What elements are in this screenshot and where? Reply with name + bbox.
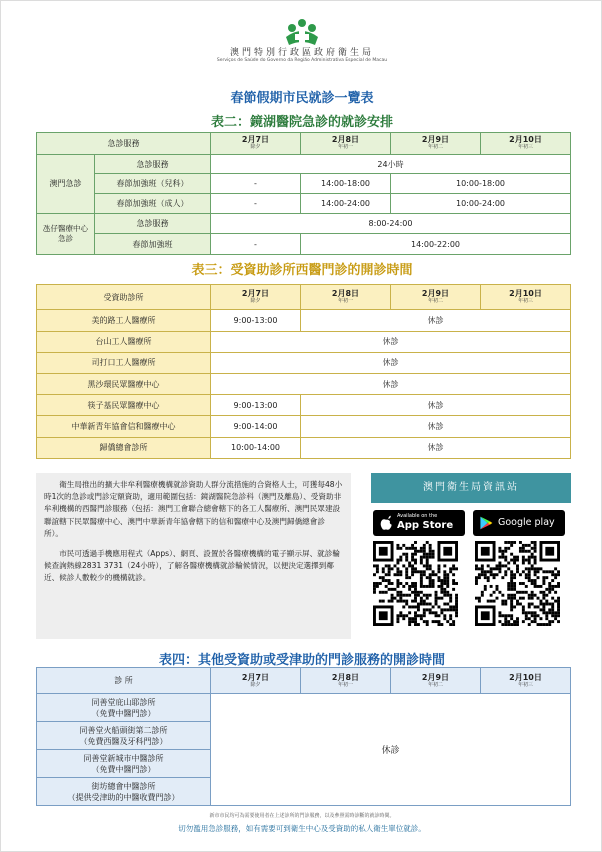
table-row xyxy=(37,416,571,437)
health-bureau-logo-icon xyxy=(283,15,321,49)
clinic-name: 同善堂火船頭街第二診所 （免費西醫及牙科門診） xyxy=(37,722,211,750)
qr-code-ios-icon[interactable] xyxy=(373,541,458,626)
table-row xyxy=(37,373,571,394)
table-row xyxy=(37,437,571,458)
cell-value: 14:00-24:00 xyxy=(301,193,391,213)
clinic-name: 同善堂新城市中醫診所 （免費中醫門診） xyxy=(37,750,211,778)
macau-emergency-label: 澳門急診 xyxy=(37,154,95,213)
cell-value: 14:00-18:00 xyxy=(301,174,391,194)
org-name-pt: Serviços de Saúde do Governo da Região Administrativa Especial de Macau xyxy=(216,58,388,63)
row-label: 急診服務 xyxy=(95,154,211,174)
table4-title: 表四：其他受資助或受津助的門診服務的開診時間 xyxy=(158,653,445,668)
date-col-4: 2月10日 年初三 xyxy=(481,668,571,694)
clinic-name: 司打口工人醫療所 xyxy=(37,352,211,373)
table-row xyxy=(37,310,571,331)
table3-subsidized-clinics xyxy=(36,284,571,459)
table2-title: 表二：鏡湖醫院急診的就診安排 xyxy=(210,115,393,130)
cell-value: 休診 xyxy=(211,331,571,352)
cell-value: 休診 xyxy=(211,694,571,806)
row-label: 春節加強班（成人） xyxy=(95,193,211,213)
table4-other-clinics xyxy=(36,667,571,806)
clinic-name: 黑沙環民眾醫療中心 xyxy=(37,373,211,394)
date-col-3: 2月9日 年初二 xyxy=(391,285,481,310)
cell-value: 休診 xyxy=(211,373,571,394)
app-store-small-label: Available on the xyxy=(397,513,438,519)
footer-note-small: 新市市民均可為需要使用者在上述診所的門診服務，以及參照需時診斷的就診時間。 xyxy=(209,813,395,819)
table-row xyxy=(37,395,571,416)
footer-note: 切勿濫用急診服務，如有需要可到衛生中心及受資助的私人衛生單位就診。 xyxy=(178,824,426,833)
org-name-zh: 澳門特別行政區政府衛生局 xyxy=(229,48,374,58)
date-col-3: 2月9日 年初二 xyxy=(391,668,481,694)
cell-value: - xyxy=(211,234,301,255)
app-store-label: App Store xyxy=(397,520,454,531)
table-row xyxy=(37,331,571,352)
date-col-1: 2月7日 除夕 xyxy=(211,668,301,694)
date-col-2: 2月8日 年初一 xyxy=(301,133,391,155)
coloane-emergency-label: 氹仔醫療中心 急診 xyxy=(37,213,95,254)
clinic-name: 台山工人醫療所 xyxy=(37,331,211,352)
cell-value: 休診 xyxy=(301,416,571,437)
row-label: 急診服務 xyxy=(95,213,211,234)
table2-emergency xyxy=(36,132,571,255)
clinic-name: 同善堂庇山耶診所 （免費中醫門診） xyxy=(37,694,211,722)
info-paragraph-1: 衛生局推出的擴大非牟利醫療機構就診資助人群分流措施的合資格人士，可獲每48小時1次的急診或門診定額資助，適用範圍包括：鏡湖醫院急診科（澳門及離島）、受資助非牟利機構的西醫門診服務（包括：澳門工會聯合總會轄下的各工人醫療所、澳門民眾建設聯誼轄下民眾醫療中心、澳門中華新青年協會轄下的信和醫療中心及澳門歸僑總會診所）。 xyxy=(44,480,343,538)
table-row xyxy=(37,694,571,722)
cell-value: 10:00-24:00 xyxy=(391,193,571,213)
table2-header-label: 急診服務 xyxy=(37,133,211,155)
cell-value: 10:00-14:00 xyxy=(211,437,301,458)
cell-value: 9:00-13:00 xyxy=(211,310,301,331)
table4-header-label: 診 所 xyxy=(37,668,211,694)
cell-value: 休診 xyxy=(211,352,571,373)
info-station-banner: 澳門衛生局資訊站 xyxy=(371,473,571,503)
google-play-icon xyxy=(478,514,494,532)
cell-value: - xyxy=(211,193,301,213)
cell-value: 休診 xyxy=(301,310,571,331)
qr-code-android-icon[interactable] xyxy=(475,541,560,626)
table-row xyxy=(37,352,571,373)
cell-value: 9:00-14:00 xyxy=(211,416,301,437)
cell-value: 10:00-18:00 xyxy=(391,174,571,194)
clinic-name: 美的路工人醫療所 xyxy=(37,310,211,331)
google-play-button[interactable] xyxy=(473,510,565,536)
date-col-1: 2月7日 除夕 xyxy=(211,133,301,155)
clinic-name: 中華新青年協會信和醫療中心 xyxy=(37,416,211,437)
row-label: 春節加強班 xyxy=(95,234,211,255)
google-play-label: Google play xyxy=(498,517,555,528)
cell-value: 14:00-22:00 xyxy=(301,234,571,255)
main-title: 春節假期市民就診一覽表 xyxy=(230,91,374,106)
app-store-button[interactable] xyxy=(373,510,465,536)
table3-header-label: 受資助診所 xyxy=(37,285,211,310)
date-col-2: 2月8日 年初一 xyxy=(301,285,391,310)
info-box xyxy=(36,473,351,639)
info-paragraph-2: 市民可透過手機應用程式（Apps）、網頁、設置於各醫療機構的電子顯示屏、就診輪候查詢熱線2831 3731（24小時），了解各醫療機構就診輪候情況，以便決定選擇到鄰近、候診人數較少的機構就診。 xyxy=(44,549,340,583)
table3-title: 表三：受資助診所西醫門診的開診時間 xyxy=(191,263,413,278)
cell-value: 休診 xyxy=(301,395,571,416)
apple-icon xyxy=(378,514,394,532)
clinic-name: 歸僑總會診所 xyxy=(37,437,211,458)
date-col-4: 2月10日 年初三 xyxy=(481,133,571,155)
cell-value: 8:00-24:00 xyxy=(211,213,571,234)
row-label: 春節加強班（兒科） xyxy=(95,174,211,194)
cell-value: 休診 xyxy=(301,437,571,458)
date-col-4: 2月10日 年初三 xyxy=(481,285,571,310)
date-col-2: 2月8日 年初一 xyxy=(301,668,391,694)
date-col-3: 2月9日 年初二 xyxy=(391,133,481,155)
clinic-name: 街坊總會中醫診所 （提供受津助的中醫收費門診） xyxy=(37,778,211,806)
cell-value: - xyxy=(211,174,301,194)
cell-value: 9:00-13:00 xyxy=(211,395,301,416)
clinic-name: 筷子基民眾醫療中心 xyxy=(37,395,211,416)
cell-value: 24小時 xyxy=(211,154,571,174)
date-col-1: 2月7日 除夕 xyxy=(211,285,301,310)
